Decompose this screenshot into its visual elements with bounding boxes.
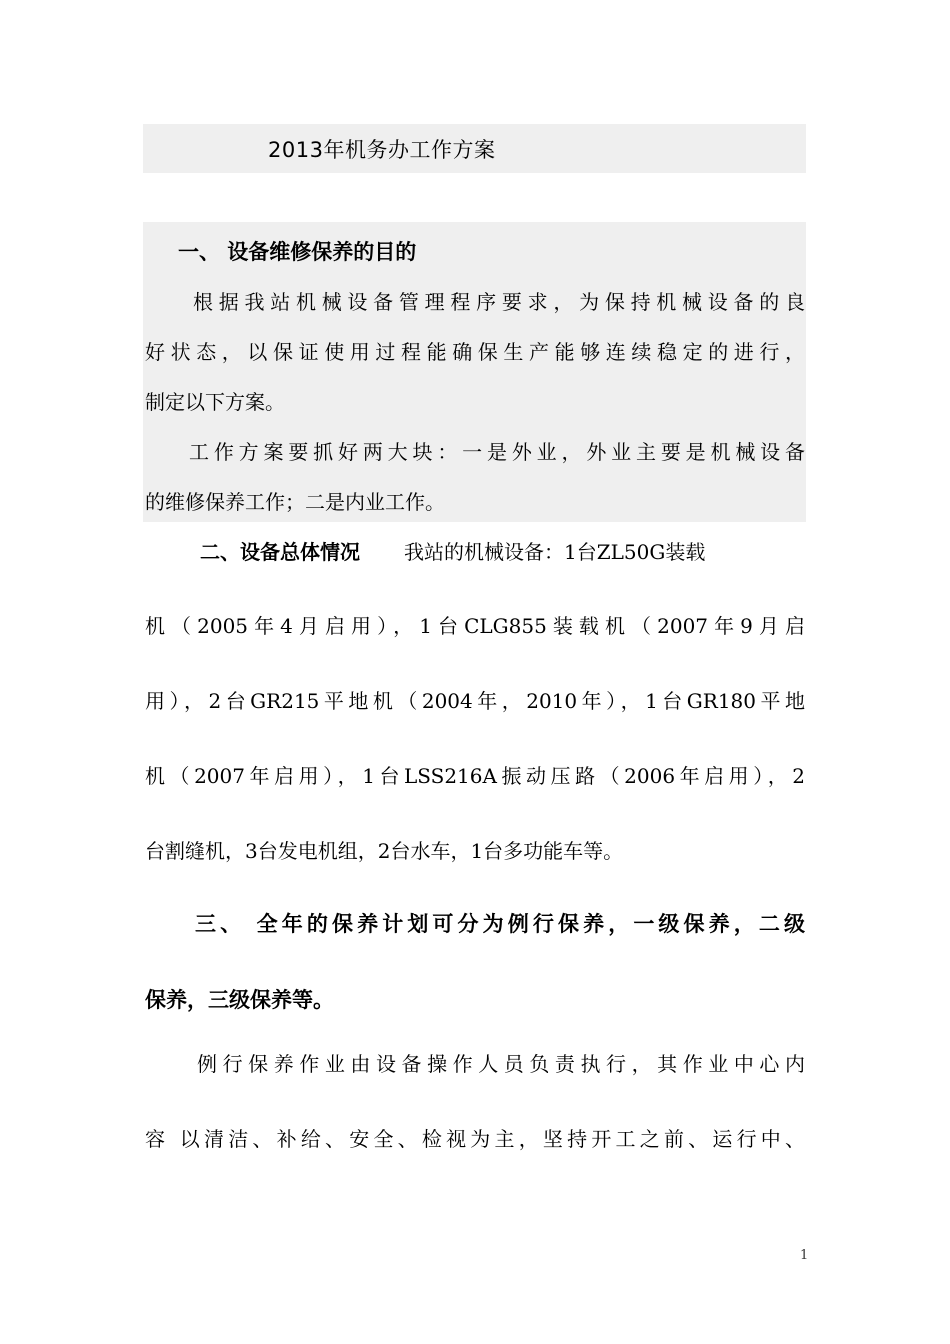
section1-para2-line1: 工作方案要抓好两大块：一是外业，外业主要是机械设备 [189, 440, 805, 464]
section2-line5: 台割缝机，3台发电机组，2台水车，1台多功能车等。 [145, 839, 624, 863]
section1-para1-line1: 根据我站机械设备管理程序要求，为保持机械设备的良 [193, 290, 805, 314]
section3-para1-line1: 例行保养作业由设备操作人员负责执行，其作业中心内 [197, 1052, 805, 1076]
section2-line1 [200, 536, 705, 565]
section3-heading-line1: 三、 全年的保养计划可分为例行保养，一级保养，二级 [195, 911, 805, 936]
section2-line3: 用），2台GR215平地机（2004年，2010年），1台GR180平地 [145, 689, 805, 713]
section1-para2-line2: 的维修保养工作；二是内业工作。 [145, 490, 445, 514]
section1-para1-line2: 好状态，以保证使用过程能确保生产能够连续稳定的进行， [145, 340, 805, 364]
section2-line4: 机（2007年启用），1台LSS216A振动压路（2006年启用），2 [145, 764, 805, 788]
section1-heading: 一、 设备维修保养的目的 [178, 239, 417, 264]
section2-heading: 二、设备总体情况 [200, 540, 360, 564]
section1-para1-line3: 制定以下方案。 [145, 390, 285, 414]
section2-line1-text: 我站的机械设备：1台ZL50G装载 [404, 540, 706, 564]
document-title: 2013年机务办工作方案 [268, 138, 496, 162]
page-number: 1 [800, 1248, 809, 1263]
section1-shading [143, 222, 806, 522]
section3-para1-line2: 容 以清洁、补给、安全、检视为主，坚持开工之前、运行中、 [145, 1127, 805, 1151]
section3-heading-line2: 保养，三级保养等。 [145, 987, 334, 1012]
section2-line2: 机（2005年4月启用），1台CLG855装载机（2007年9月启 [145, 614, 805, 638]
